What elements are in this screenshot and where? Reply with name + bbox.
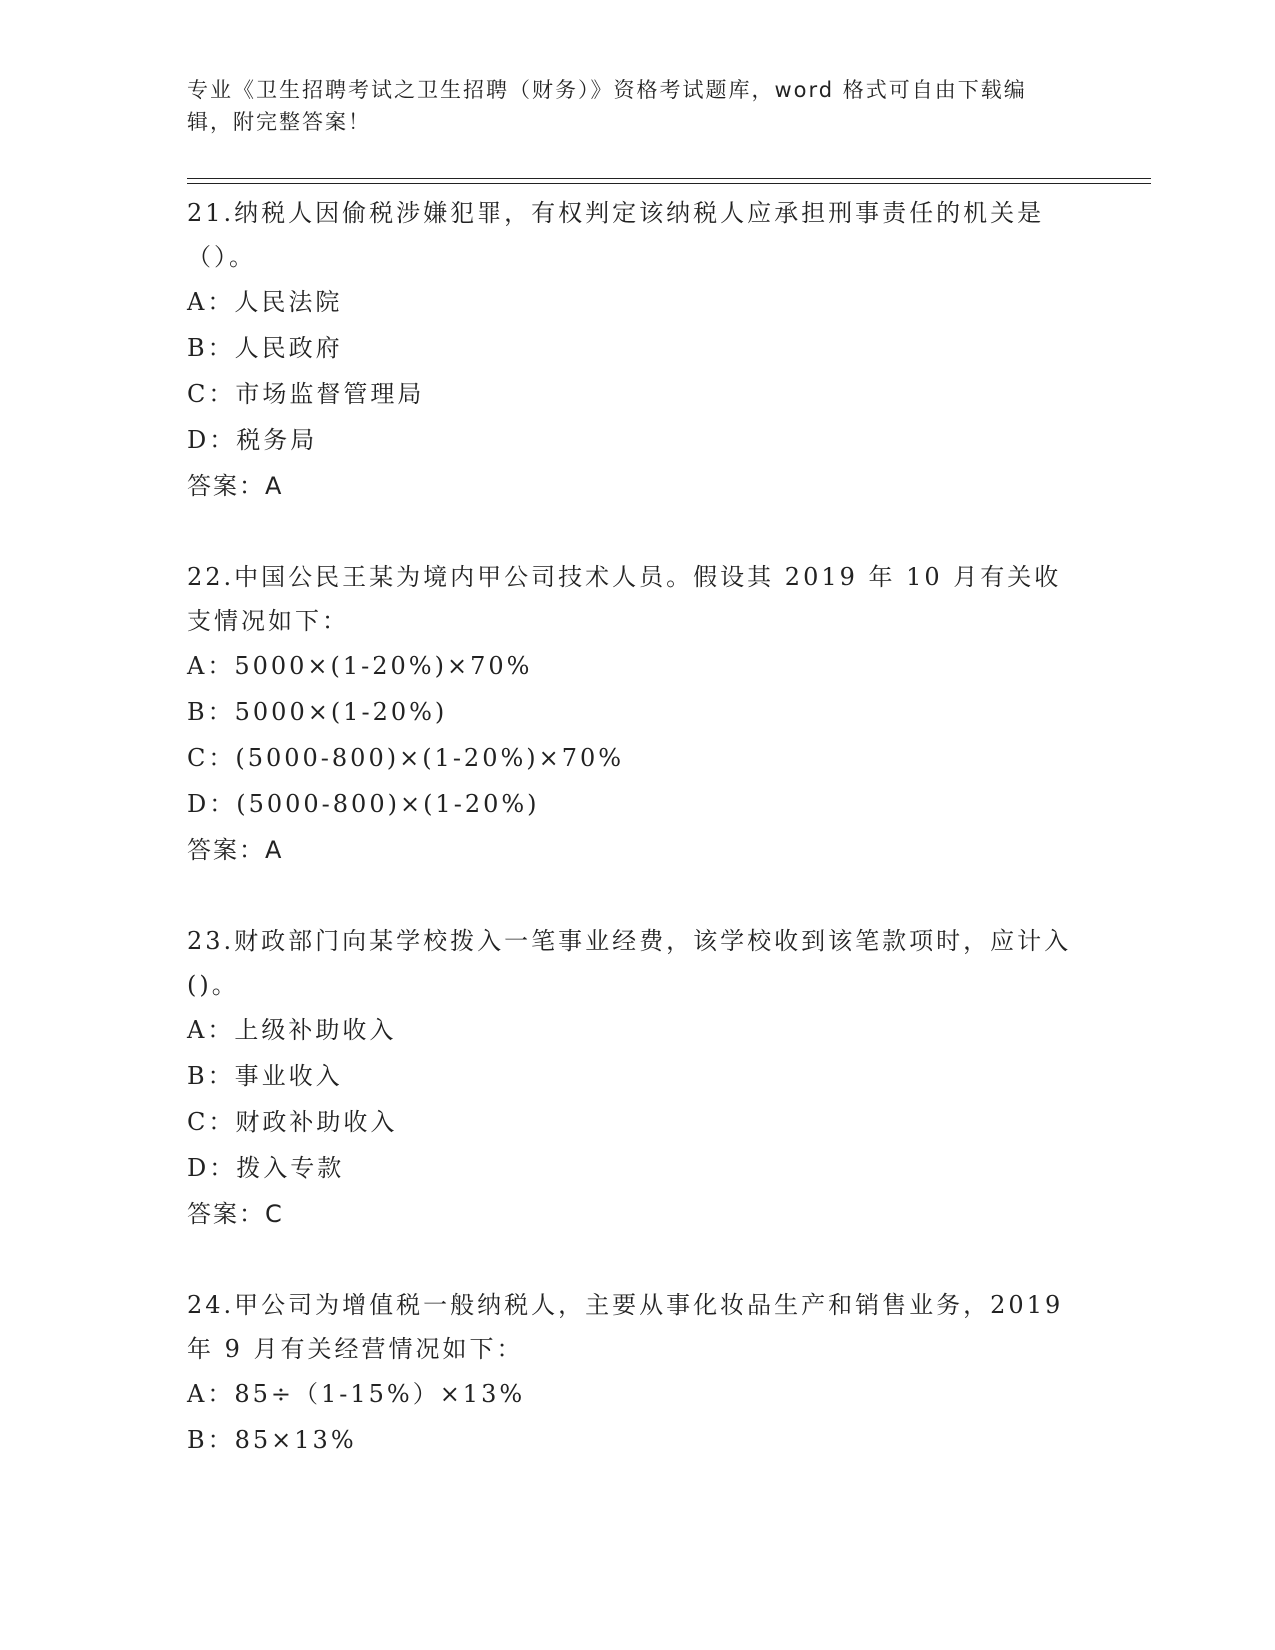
answer-line: 答案：C	[187, 1200, 284, 1228]
header-text: 专业《卫生招聘考试之卫生招聘（财务）》资格考试题库，word 格式可自由下载编辑，附完整答案！	[187, 78, 1027, 134]
option-d: D：税务局	[187, 426, 318, 454]
question-block	[187, 554, 1087, 873]
option-a: A：85÷（1-15%）×13%	[187, 1380, 526, 1408]
option-b: B：人民政府	[187, 334, 343, 362]
option-b: B：事业收入	[187, 1062, 343, 1090]
option-a: A：5000×(1-20%)×70%	[187, 652, 533, 680]
answer-line: 答案：A	[187, 836, 284, 864]
option-c: C：(5000-800)×(1-20%)×70%	[187, 744, 625, 772]
option-c: C：市场监督管理局	[187, 380, 425, 408]
question-stem: 22.中国公民王某为境内甲公司技术人员。假设其 2019 年 10 月有关收支情况如下：	[187, 563, 1062, 635]
answer-line: 答案：A	[187, 472, 284, 500]
document-header	[187, 74, 1067, 138]
option-a: A：上级补助收入	[187, 1016, 397, 1044]
header-divider-bottom	[187, 183, 1151, 184]
question-stem: 21.纳税人因偷税涉嫌犯罪，有权判定该纳税人应承担刑事责任的机关是（）。	[187, 199, 1045, 271]
question-stem: 24.甲公司为增值税一般纳税人，主要从事化妆品生产和销售业务，2019 年 9 月有关经营情况如下：	[187, 1291, 1064, 1363]
question-block	[187, 190, 1087, 509]
question-block	[187, 1282, 1087, 1463]
option-a: A：人民法院	[187, 288, 343, 316]
header-divider-top	[187, 178, 1151, 179]
option-b: B：85×13%	[187, 1426, 357, 1454]
option-b: B：5000×(1-20%)	[187, 698, 448, 726]
option-c: C：财政补助收入	[187, 1108, 398, 1136]
question-stem: 23.财政部门向某学校拨入一笔事业经费，该学校收到该笔款项时，应计入()。	[187, 927, 1072, 999]
question-block	[187, 918, 1087, 1237]
option-d: D：(5000-800)×(1-20%)	[187, 790, 540, 818]
option-d: D：拨入专款	[187, 1154, 345, 1182]
